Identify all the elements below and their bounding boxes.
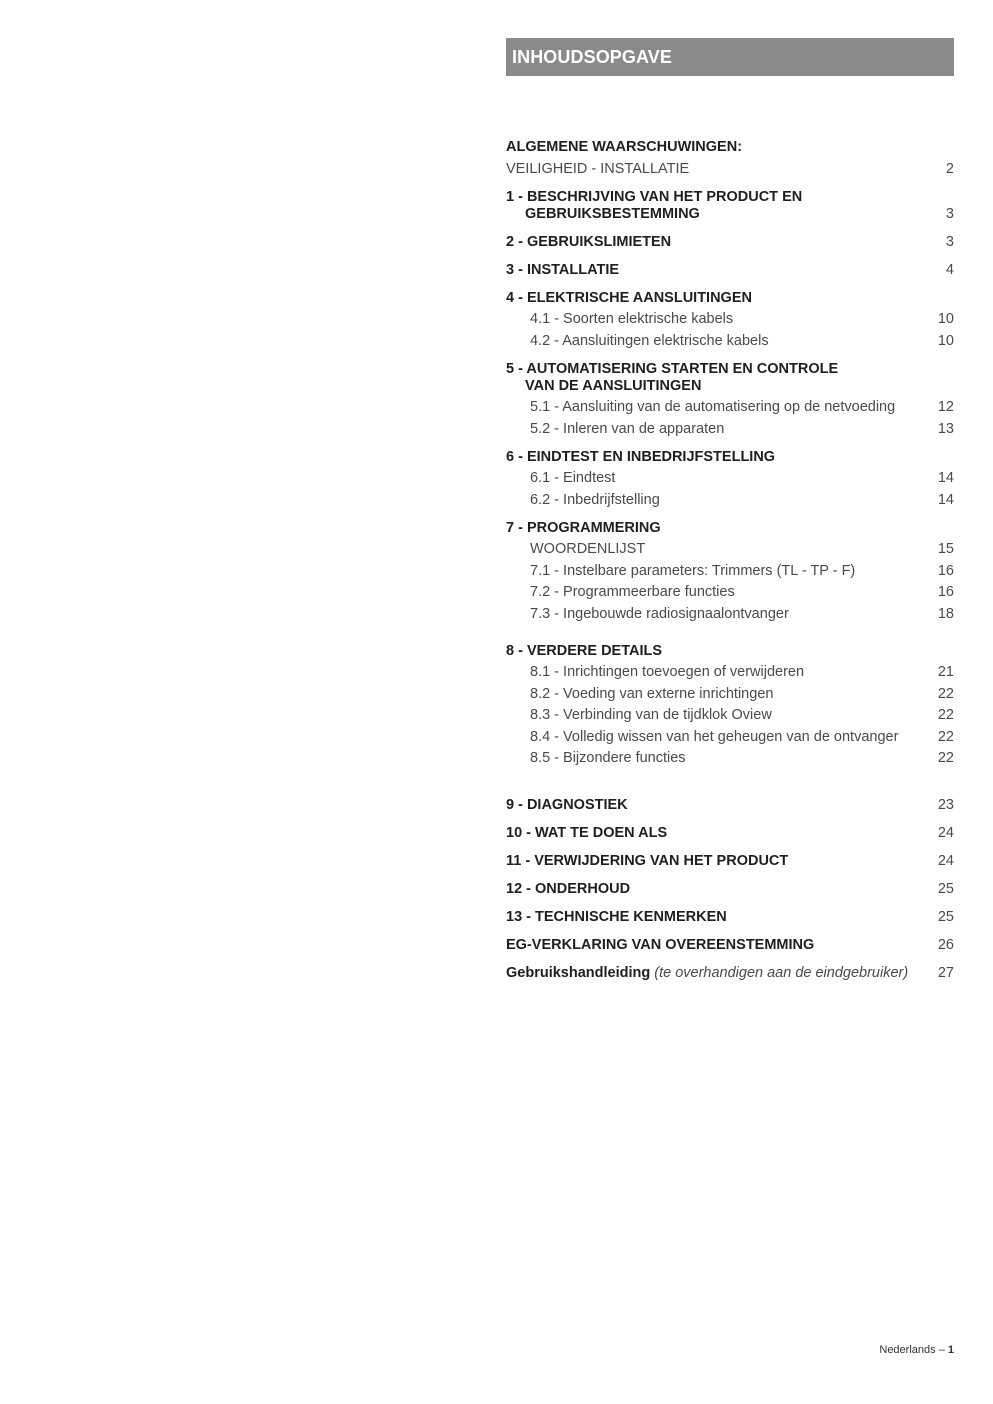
toc-page-number: 16 [937,584,954,600]
toc-heading[interactable] [506,797,954,814]
toc-page-number: 21 [937,664,954,680]
toc-page-number: 22 [937,728,954,745]
toc-entry[interactable] [506,487,954,509]
toc-page-number: 3 [945,205,954,222]
toc-page-number: 24 [937,825,954,841]
toc-page-number: 15 [937,541,954,557]
toc-page-number: 3 [945,233,954,250]
toc-page-number: 27 [937,965,954,981]
toc-entry[interactable] [506,156,954,178]
toc-entry[interactable] [506,724,954,746]
toc-entry[interactable] [506,601,954,623]
toc-page-number: 24 [937,853,954,869]
toc-heading-line2: GEBRUIKSBESTEMMING [525,205,700,222]
toc-heading[interactable] [506,520,954,537]
toc-section-9 [506,797,954,814]
toc-section-user-manual [506,965,954,982]
toc-heading-label: 7 - PROGRAMMERING [506,519,661,536]
toc-heading[interactable] [506,853,954,870]
toc-heading[interactable] [506,449,954,466]
toc-page-number: 14 [937,470,954,486]
toc-section-10 [506,825,954,842]
toc-page-number: 25 [937,881,954,897]
toc-section-declaration [506,937,954,954]
toc-entry[interactable] [506,660,954,682]
toc-section-11 [506,853,954,870]
toc-heading[interactable] [506,881,954,898]
toc-entry-label: 5.1 - Aansluiting van de automatisering op de netvoeding [530,399,896,415]
toc-entry-label: 5.2 - Inleren van de apparaten [530,420,725,437]
toc-heading[interactable] [506,234,954,251]
toc-heading[interactable] [506,262,954,279]
toc-section-general-warnings [506,139,954,178]
toc-entry-label: 8.4 - Volledig wissen van het geheugen van de ontvanger [530,728,899,745]
toc-heading-label: 4 - ELEKTRISCHE AANSLUITINGEN [506,289,752,306]
toc-heading-label [506,361,838,395]
footer-language: Nederlands – [879,1344,945,1356]
toc-entry[interactable] [506,580,954,602]
toc-section-4 [506,290,954,350]
toc-page-number: 10 [937,332,954,349]
toc-section-13 [506,909,954,926]
toc-entry[interactable] [506,328,954,350]
toc-heading-label: EG-VERKLARING VAN OVEREENSTEMMING [506,937,815,953]
toc-entry[interactable] [506,466,954,488]
toc-entry[interactable] [506,746,954,768]
toc-heading[interactable] [506,937,954,954]
toc-page-number: 25 [937,909,954,925]
toc-entry[interactable] [506,395,954,417]
toc-heading-label: 2 - GEBRUIKSLIMIETEN [506,233,672,250]
toc-entry[interactable] [506,416,954,438]
toc-section-2 [506,234,954,251]
toc-entry[interactable] [506,681,954,703]
page-title: INHOUDSOPGAVE [506,38,954,76]
table-of-contents [506,139,954,993]
toc-section-5 [506,361,954,438]
toc-heading[interactable] [506,290,954,307]
toc-heading[interactable] [506,965,954,982]
toc-section-12 [506,881,954,898]
toc-page-number: 16 [937,562,954,579]
toc-entry-label: VEILIGHEID - INSTALLATIE [506,160,690,177]
toc-entry-label: WOORDENLIJST [530,541,646,557]
toc-page-number: 4 [945,261,954,278]
toc-entry[interactable] [506,537,954,559]
toc-heading-label [506,965,908,982]
toc-entry-label: 7.2 - Programmeerbare functies [530,584,735,600]
toc-heading-label: 6 - EINDTEST EN INBEDRIJFSTELLING [506,448,776,465]
toc-heading-label: 11 - VERWIJDERING VAN HET PRODUCT [506,853,789,869]
toc-heading-label: 3 - INSTALLATIE [506,261,620,278]
toc-entry-label: 6.2 - Inbedrijfstelling [530,491,660,508]
toc-heading-label: 13 - TECHNISCHE KENMERKEN [506,909,727,925]
toc-heading-line1: 1 - BESCHRIJVING VAN HET PRODUCT EN [506,188,803,205]
toc-entry-label: 4.2 - Aansluitingen elektrische kabels [530,332,769,349]
toc-heading-line2: VAN DE AANSLUITINGEN [525,377,702,394]
toc-section-7 [506,520,954,623]
toc-heading-label: ALGEMENE WAARSCHUWINGEN: [506,139,743,155]
toc-section-8 [506,643,954,768]
toc-heading-label: 10 - WAT TE DOEN ALS [506,825,668,841]
toc-entry[interactable] [506,307,954,329]
toc-heading-label: 8 - VERDERE DETAILS [506,642,663,659]
toc-heading[interactable] [506,189,954,223]
toc-section-6 [506,449,954,509]
toc-page-number: 18 [937,605,954,622]
toc-heading-note: (te overhandigen aan de eindgebruiker) [654,965,909,981]
toc-page-number: 22 [937,685,954,702]
toc-page-number: 23 [937,797,954,813]
toc-heading-text: Gebruikshandleiding [506,965,651,981]
toc-section-3 [506,262,954,279]
toc-heading-label: 12 - ONDERHOUD [506,881,631,897]
toc-page-number: 26 [937,937,954,953]
toc-heading[interactable] [506,643,954,660]
toc-page-number: 22 [937,750,954,766]
toc-heading-label [506,189,802,223]
toc-entry-label: 8.1 - Inrichtingen toevoegen of verwijderen [530,664,805,680]
toc-heading[interactable] [506,825,954,842]
toc-entry[interactable] [506,703,954,725]
page-footer [879,1344,954,1356]
toc-page-number: 2 [945,160,954,177]
toc-heading[interactable] [506,361,954,395]
toc-page-number: 10 [937,311,954,327]
toc-entry-label: 8.3 - Verbinding van de tijdklok Oview [530,707,772,723]
toc-entry[interactable] [506,558,954,580]
toc-heading-line1: 5 - AUTOMATISERING STARTEN EN CONTROLE [506,360,839,377]
toc-heading[interactable] [506,909,954,926]
toc-page-number: 13 [937,420,954,437]
toc-entry-label: 8.5 - Bijzondere functies [530,750,686,766]
toc-entry-label: 6.1 - Eindtest [530,470,616,486]
toc-entry-label: 4.1 - Soorten elektrische kabels [530,311,734,327]
toc-section-1 [506,189,954,223]
toc-heading[interactable] [506,139,954,156]
toc-page-number: 14 [937,491,954,508]
toc-entry-label: 7.1 - Instelbare parameters: Trimmers (TL - TP - F) [530,562,856,579]
toc-entry-label: 8.2 - Voeding van externe inrichtingen [530,685,774,702]
toc-page-number: 12 [937,399,954,415]
toc-entry-label: 7.3 - Ingebouwde radiosignaalontvanger [530,605,789,622]
footer-page-number: 1 [947,1344,954,1356]
toc-heading-label: 9 - DIAGNOSTIEK [506,797,628,813]
toc-page-number: 22 [937,707,954,723]
